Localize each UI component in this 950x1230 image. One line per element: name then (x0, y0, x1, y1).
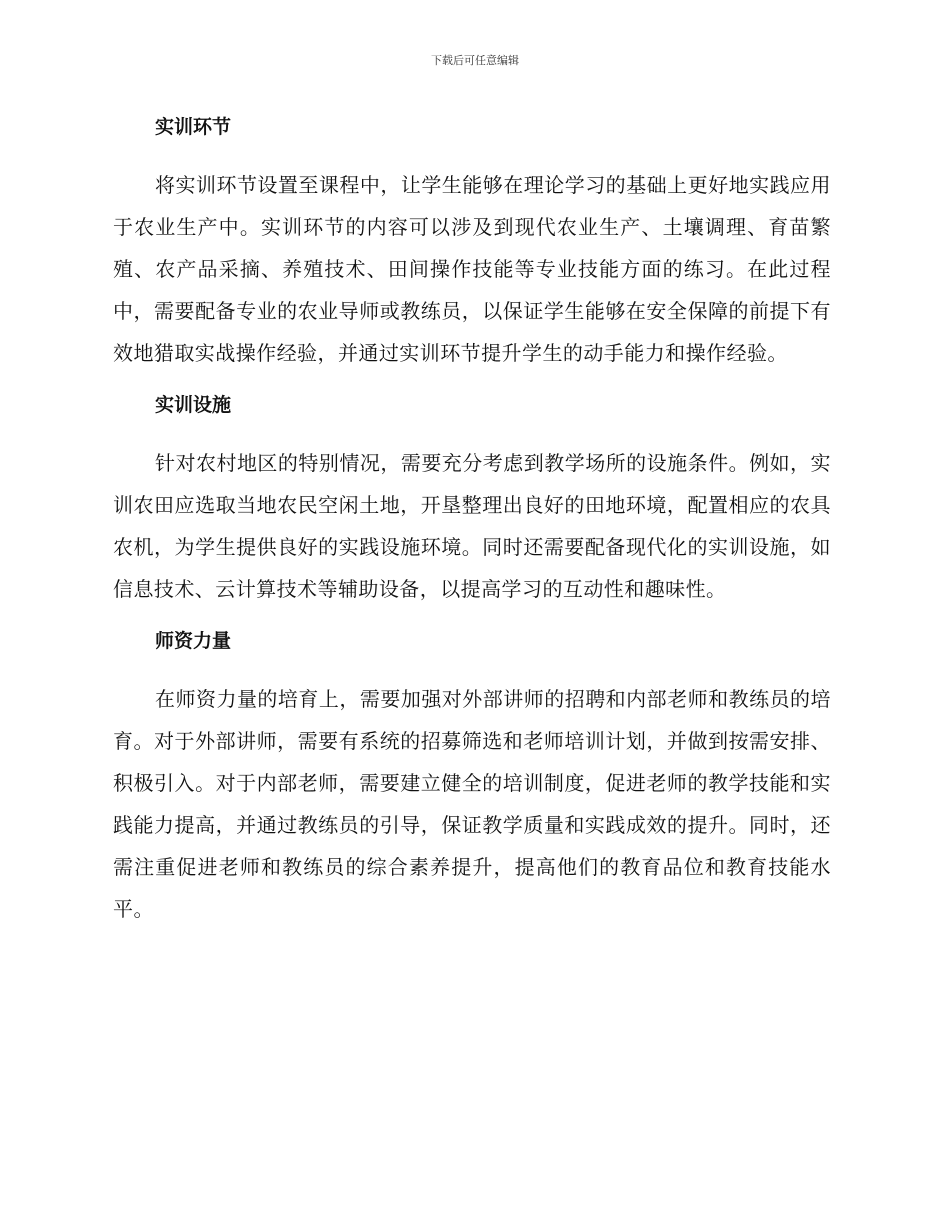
section-paragraph: 将实训环节设置至课程中，让学生能够在理论学习的基础上更好地实践应用于农业生产中。实训环节的内容可以涉及到现代农业生产、土壤调理、育苗繁殖、农产品采摘、养殖技术、田间操作技能等专业技能方面的练习。在此过程中，需要配备专业的农业导师或教练员，以保证学生能够在安全保障的前提下有效地猎取实战操作经验，并通过实训环节提升学生的动手能力和操作经验。 (113, 173, 831, 365)
section-paragraph: 在师资力量的培育上，需要加强对外部讲师的招聘和内部老师和教练员的培育。对于外部讲师，需要有系统的招募筛选和老师培训计划，并做到按需安排、积极引入。对于内部老师，需要建立健全的培训制度，促进老师的教学技能和实践能力提高，并通过教练员的引导，保证教学质量和实践成效的提升。同时，还需注重促进老师和教练员的综合素养提升，提高他们的教育品位和教育技能水平。 (113, 687, 831, 921)
document-body (113, 110, 831, 930)
section-heading: 师资力量 (155, 630, 232, 652)
section-heading: 实训环节 (155, 116, 232, 138)
section-training (113, 110, 831, 374)
section-paragraph: 针对农村地区的特别情况，需要充分考虑到教学场所的设施条件。例如，实训农田应选取当地农民空闲土地，开垦整理出良好的田地环境，配置相应的农具农机，为学生提供良好的实践设施环境。同时还需要配备现代化的实训设施，如信息技术、云计算技术等辅助设备，以提高学习的互动性和趣味性。 (113, 451, 831, 601)
page-header-note: 下载后可任意编辑 (431, 54, 519, 67)
section-faculty (113, 624, 831, 930)
section-heading: 实训设施 (155, 394, 232, 416)
section-facilities (113, 388, 831, 610)
